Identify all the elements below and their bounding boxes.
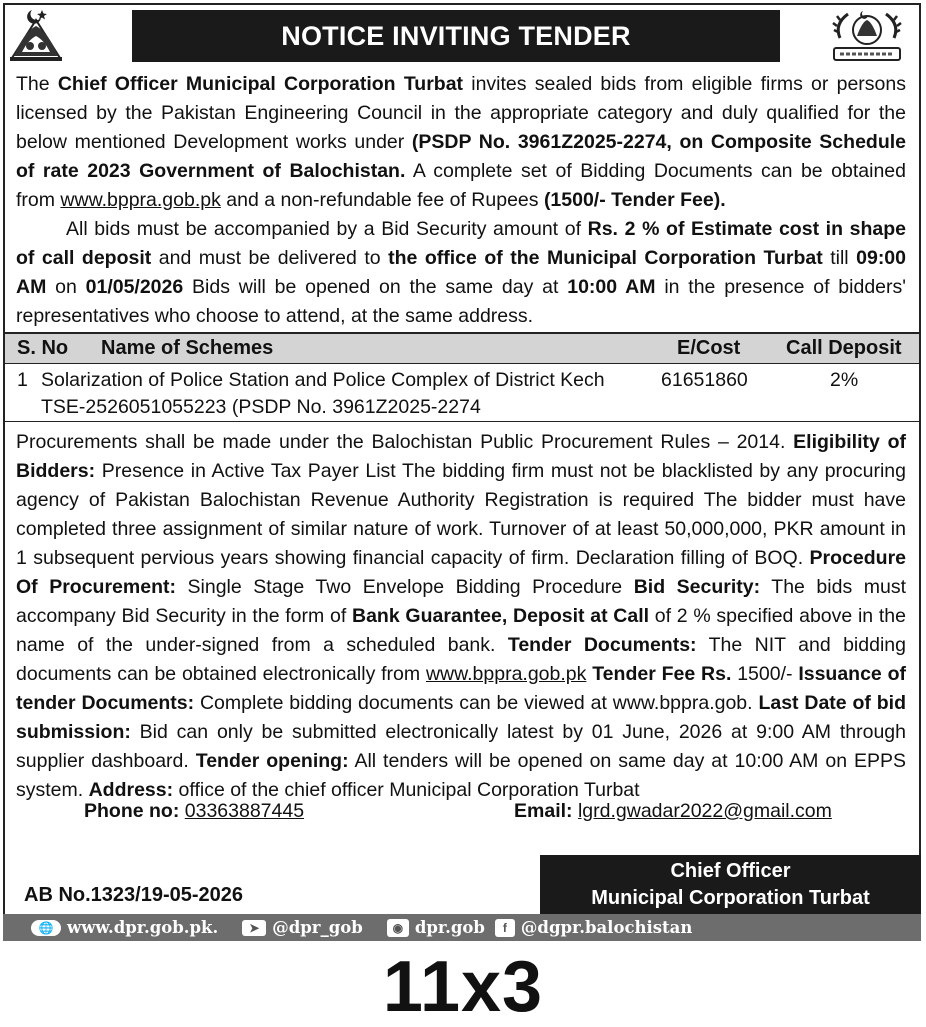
row-sno: 1 [17,369,28,391]
header-scheme-name: Name of Schemes [101,337,274,359]
signature-block [540,855,921,914]
footer-bar [3,914,921,941]
notice-title: NOTICE INVITING TENDER [132,10,780,62]
phone-line [84,800,304,823]
signature-title: Chief Officer [670,859,791,882]
footer-twitter[interactable]: @dpr_gob [272,918,363,937]
bppra-link[interactable]: www.bppra.gob.pk [60,189,221,211]
footer-instagram[interactable]: dpr.gob [414,918,485,937]
ab-number: AB No.1323/19-05-2026 [24,884,244,906]
row-scheme-name-line1: Solarization of Police Station and Police Complex of District Kech [41,369,605,391]
header-call-deposit: Call Deposit [786,337,902,359]
ad-size-label: 11x3 [382,947,544,1027]
footer-website[interactable]: www.dpr.gob.pk. [67,918,219,937]
instagram-icon: ◉ [387,919,409,937]
row-call-deposit: 2% [830,369,859,391]
email-line [514,800,832,823]
row-scheme-name-line2: TSE-2526051055223 (PSDP No. 3961Z2025-2274 [41,396,481,418]
header-sno: S. No [17,337,69,359]
facebook-icon: f [495,919,515,937]
twitter-icon: ➤ [242,920,266,936]
header-estimated-cost: E/Cost [677,337,741,359]
row-estimated-cost: 61651860 [661,369,748,391]
bppra-link-2[interactable]: www.bppra.gob.pk [425,663,587,685]
footer-facebook[interactable]: @dgpr.balochistan [520,918,693,937]
dgpr-emblem-logo [826,8,908,66]
email-address[interactable]: lgrd.gwadar2022@gmail.com [577,800,832,822]
phone-label: Phone no: [84,800,180,822]
email-label: Email: [514,800,573,822]
procurement-terms-paragraph: Procurements shall be made under the Balochistan Public Procurement Rules – 2014. Eligibility of Bidders: Presence in Active Tax Payer List The bidding firm must not be blacklisted by any procuring agency of Pakistan Balochistan Revenue Authority Registration is required The bidder must have completed three assignment of similar nature of work. Turnover of at least 50,000,000, PKR amount in 1 subsequent pervious years showing financial capacity of firm. Declaration filling of BOQ. Procedure Of Procurement: Single Stage Two Envelope Bidding Procedure Bid Security: The bids must accompany Bid Security in the form of Bank Guarantee, Deposit at Call of 2 % specified above in the name of the under-signed from a scheduled bank. Tender Documents: The NIT and bidding documents can be obtained electronically from www.bppra.gob.pk Tender Fee Rs. 1500/- Issuance of tender Documents: Complete bidding documents can be viewed at www.bppra.gob. Last Date of bid submission: Bid can only be submitted electronically latest by 01 June, 2026 at 9:00 AM through supplier dashboard. Tender opening: All tenders will be opened on same day at 10:00 AM on EPPS system. Address: office of the chief officer Municipal Corporation Turbat [16,431,907,801]
schemes-table-header [5,332,919,364]
phone-number[interactable]: 03363887445 [184,800,305,822]
intro-paragraph: The Chief Officer Municipal Corporation Turbat invites sealed bids from eligible firms or persons licensed by the Pakistan Engineering Council in the appropriate category and duly qualified for the below mentioned Development works under (PSDP No. 3961Z2025-2274, on Composite Schedule of rate 2023 Government of Balochistan. A complete set of Bidding Documents can be obtained from www.bppra.gob.pk and a non-refundable fee of Rupees (1500/- Tender Fee). [16,73,906,211]
globe-icon: 🌐 [31,920,61,936]
balochistan-emblem-logo [8,6,64,62]
table-row [5,364,919,422]
bid-security-paragraph: All bids must be accompanied by a Bid Security amount of Rs. 2 % of Estimate cost in shape of call deposit and must be delivered to the office of the Municipal Corporation Turbat till 09:00 AM on 01/05/2026 Bids will be opened on the same day at 10:00 AM in the presence of bidders' representatives who choose to attend, at the same address. [16,218,906,327]
signature-office: Municipal Corporation Turbat [591,886,870,909]
